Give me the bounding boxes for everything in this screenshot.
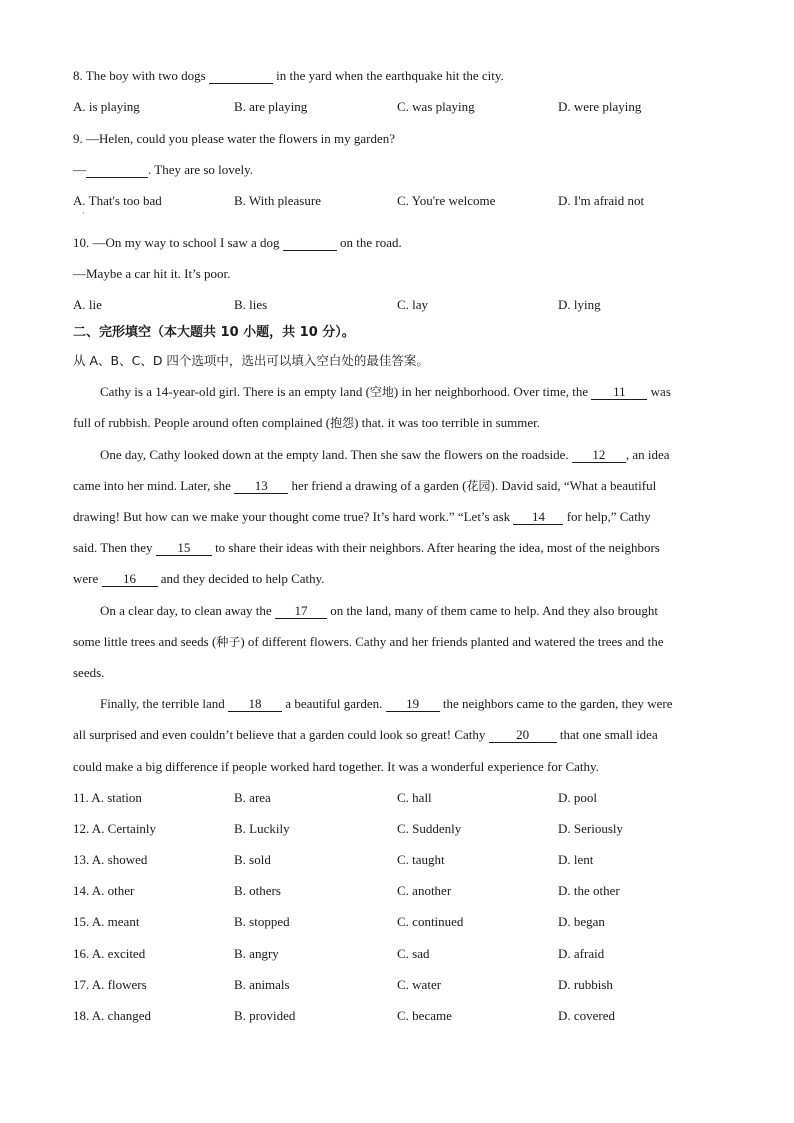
cloze-q17-option-d: D. rubbish xyxy=(558,977,613,992)
cloze-q11-option-c: C. hall xyxy=(397,790,432,805)
q9-option-c: C. You're welcome xyxy=(397,193,496,208)
blank-16: 16 xyxy=(102,572,158,587)
passage-line xyxy=(73,633,664,651)
cloze-q15-option-a: 15. A. meant xyxy=(73,914,140,929)
cloze-q17-option-b: B. animals xyxy=(234,977,290,992)
cloze-q11-option-a: 11. A. station xyxy=(73,790,142,805)
q8-blank xyxy=(209,69,273,84)
q8-stem-after: in the yard when the earthquake hit the city. xyxy=(276,68,504,83)
question-10-reply: —Maybe a car hit it. It’s poor. xyxy=(73,266,231,281)
cloze-q15-option-b: B. stopped xyxy=(234,914,290,929)
question-9-reply xyxy=(73,161,253,179)
cloze-q16-option-d: D. afraid xyxy=(558,946,605,961)
passage-line xyxy=(100,695,672,713)
passage-chinese-gloss: 种子 xyxy=(216,635,241,649)
passage-line: seeds. xyxy=(73,665,105,680)
blank-15: 15 xyxy=(156,541,212,556)
q10-stem-text: 10. —On my way to school I saw a dog xyxy=(73,235,280,250)
cloze-q13-option-d: D. lent xyxy=(558,852,594,867)
passage-text: Finally, the terrible land xyxy=(100,696,225,711)
q10-option-c: C. lay xyxy=(397,297,429,312)
passage-text: were xyxy=(73,571,99,586)
passage-text: , an idea xyxy=(625,447,670,462)
blank-14: 14 xyxy=(513,510,563,525)
passage-text: On a clear day, to clean away the xyxy=(100,603,272,618)
cloze-q16-option-c: C. sad xyxy=(397,946,430,961)
passage-chinese-gloss: 抱怨 xyxy=(330,416,355,430)
q9-option-a: A. That's too bad xyxy=(73,193,162,208)
q9-reply-dash: — xyxy=(73,162,86,177)
passage-text: that one small idea xyxy=(559,727,658,742)
q10-option-a: A. lie xyxy=(73,297,102,312)
blank-13: 13 xyxy=(234,479,288,494)
cloze-q14-option-c: C. another xyxy=(397,883,452,898)
cloze-q11-option-b: B. area xyxy=(234,790,271,805)
question-9-stem: 9. —Helen, could you please water the flowers in my garden? xyxy=(73,131,396,146)
blank-20: 20 xyxy=(489,728,557,743)
passage-line xyxy=(73,508,651,526)
cloze-q12-option-d: D. Seriously xyxy=(558,821,623,836)
passage-line xyxy=(73,477,656,495)
section-2-title: 二、完形填空（本大题共 10 小题，共 10 分）。 xyxy=(73,325,355,340)
passage-text: for help,” Cathy xyxy=(566,509,651,524)
section-2-instruction: 从 A、B、C、D 四个选项中，选出可以填入空白处的最佳答案。 xyxy=(73,353,429,368)
passage-text: ) in her neighborhood. Over time, the xyxy=(393,384,589,399)
cloze-q14-option-b: B. others xyxy=(234,883,281,898)
cloze-q18-option-b: B. provided xyxy=(234,1008,296,1023)
cloze-q15-option-d: D. began xyxy=(558,914,605,929)
cloze-q13-option-b: B. sold xyxy=(234,852,271,867)
passage-chinese-gloss: 空地 xyxy=(369,385,394,399)
cloze-q15-option-c: C. continued xyxy=(397,914,464,929)
passage-text: to share their ideas with their neighbors. After hearing the idea, most of the neighbors xyxy=(215,540,660,555)
cloze-q18-option-c: C. became xyxy=(397,1008,452,1023)
cloze-q11-option-d: D. pool xyxy=(558,790,597,805)
passage-text: and they decided to help Cathy. xyxy=(160,571,325,586)
q10-option-b: B. lies xyxy=(234,297,268,312)
passage-text: on the land, many of them came to help. And they also brought xyxy=(330,603,659,618)
blank-17: 17 xyxy=(275,604,327,619)
q9-reply-after: . They are so lovely. xyxy=(148,162,254,177)
passage-text: her friend a drawing of a garden ( xyxy=(291,478,467,493)
passage-text: ) that. it was too terrible in summer. xyxy=(354,415,541,430)
question-10-stem xyxy=(73,234,402,252)
stray-dot: · xyxy=(82,209,85,218)
passage-text: all surprised and even couldn’t believe that a garden could look so great! Cathy xyxy=(73,727,486,742)
passage-line xyxy=(73,726,658,744)
q9-option-d: D. I'm afraid not xyxy=(558,193,645,208)
passage-text: full of rubbish. People around often complained ( xyxy=(73,415,331,430)
cloze-q14-option-a: 14. A. other xyxy=(73,883,135,898)
q8-stem-text: 8. The boy with two dogs xyxy=(73,68,206,83)
passage-text: the neighbors came to the garden, they were xyxy=(442,696,673,711)
passage-text: drawing! But how can we make your thought come true? It’s hard work.” “Let’s ask xyxy=(73,509,511,524)
passage-text: was xyxy=(650,384,671,399)
cloze-q17-option-c: C. water xyxy=(397,977,442,992)
q10-blank xyxy=(283,236,337,251)
blank-11: 11 xyxy=(591,385,647,400)
cloze-q17-option-a: 17. A. flowers xyxy=(73,977,147,992)
passage-line xyxy=(73,414,540,432)
passage-text: said. Then they xyxy=(73,540,153,555)
passage-line: could make a big difference if people worked hard together. It was a wonderful experience for Cathy. xyxy=(73,759,599,774)
passage-line xyxy=(100,602,658,620)
passage-line xyxy=(100,446,670,464)
q8-option-b: B. are playing xyxy=(234,99,308,114)
blank-19: 19 xyxy=(386,697,440,712)
passage-line xyxy=(100,383,671,401)
cloze-q16-option-b: B. angry xyxy=(234,946,279,961)
q9-blank xyxy=(86,163,148,178)
cloze-q12-option-a: 12. A. Certainly xyxy=(73,821,157,836)
q10-option-d: D. lying xyxy=(558,297,601,312)
passage-text: some little trees and seeds ( xyxy=(73,634,217,649)
q8-option-d: D. were playing xyxy=(558,99,642,114)
q8-option-a: A. is playing xyxy=(73,99,140,114)
passage-text: a beautiful garden. xyxy=(285,696,383,711)
blank-12: 12 xyxy=(572,448,626,463)
passage-text: came into her mind. Later, she xyxy=(73,478,231,493)
passage-line xyxy=(73,570,325,588)
q8-option-c: C. was playing xyxy=(397,99,475,114)
passage-text: ). David said, “What a beautiful xyxy=(490,478,657,493)
cloze-q18-option-a: 18. A. changed xyxy=(73,1008,151,1023)
cloze-q18-option-d: D. covered xyxy=(558,1008,616,1023)
passage-chinese-gloss: 花园 xyxy=(466,479,491,493)
cloze-q13-option-c: C. taught xyxy=(397,852,445,867)
blank-18: 18 xyxy=(228,697,282,712)
cloze-q14-option-d: D. the other xyxy=(558,883,620,898)
passage-line xyxy=(73,539,660,557)
q10-stem-after: on the road. xyxy=(340,235,402,250)
cloze-q12-option-b: B. Luckily xyxy=(234,821,290,836)
passage-text: Cathy is a 14-year-old girl. There is an empty land ( xyxy=(100,384,370,399)
passage-text: One day, Cathy looked down at the empty land. Then she saw the flowers on the roadside. xyxy=(100,447,569,462)
cloze-q13-option-a: 13. A. showed xyxy=(73,852,148,867)
cloze-q16-option-a: 16. A. excited xyxy=(73,946,146,961)
question-8-stem xyxy=(73,67,504,85)
passage-text: ) of different flowers. Cathy and her friends planted and watered the trees and the xyxy=(240,634,664,649)
q9-option-b: B. With pleasure xyxy=(234,193,321,208)
cloze-q12-option-c: C. Suddenly xyxy=(397,821,462,836)
